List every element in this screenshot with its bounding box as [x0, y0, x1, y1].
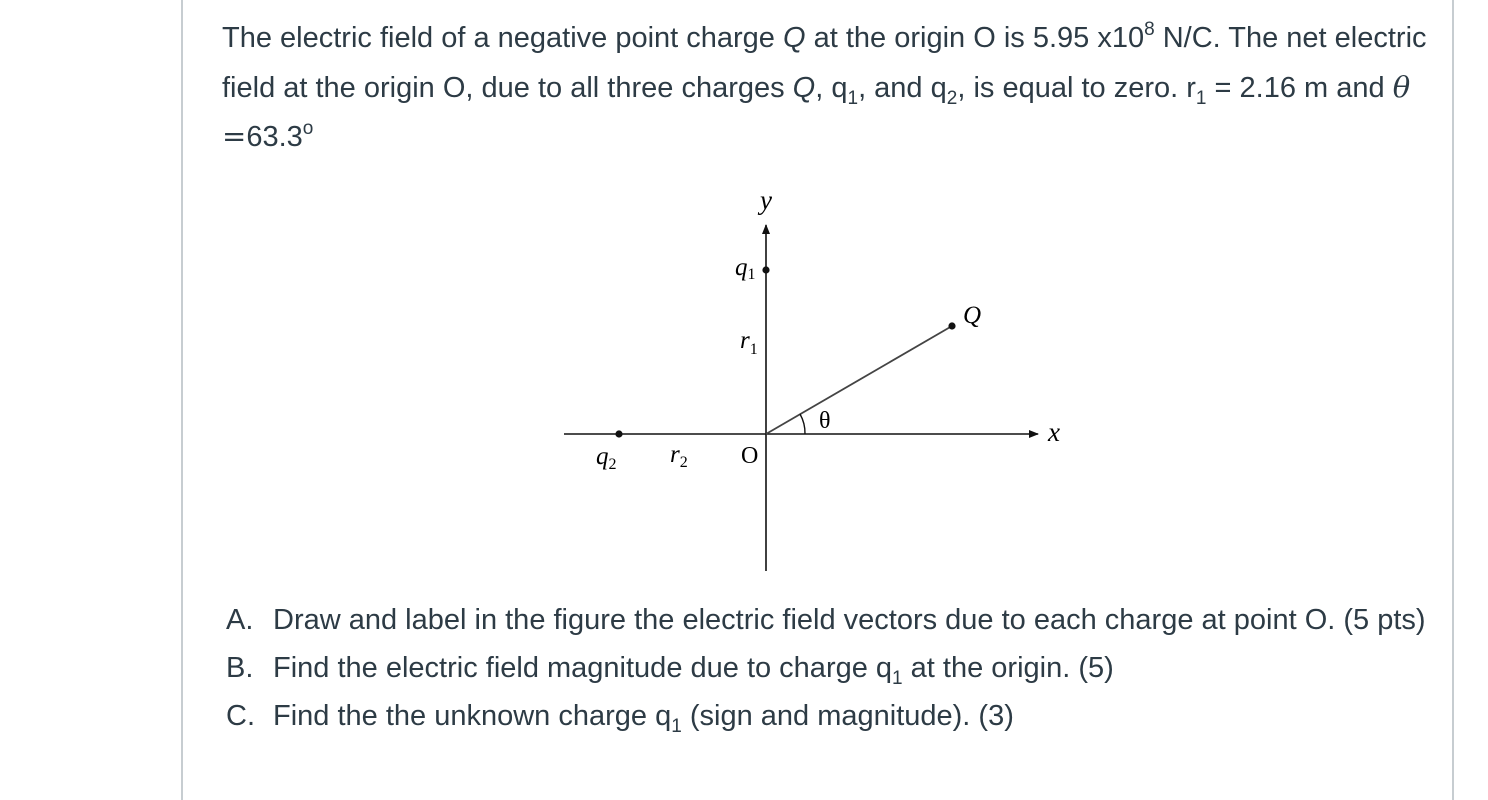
question-letter: C. — [226, 700, 255, 732]
question-letter: A. — [226, 604, 254, 636]
problem-text-7: = 2.16 m and — [1206, 71, 1393, 104]
q1-subscript: 1 — [847, 87, 859, 109]
content-border-left — [181, 0, 183, 800]
field-exponent: 8 — [1144, 19, 1155, 40]
q2-label: $q_2$ — [596, 443, 617, 473]
degree-symbol: o — [302, 118, 314, 139]
charge-Q-symbol: Q — [783, 22, 806, 54]
line-to-Q — [766, 326, 952, 434]
charge-q2-dot — [615, 430, 622, 437]
charge-diagram — [560, 183, 1080, 578]
theta-label: θ — [819, 408, 831, 434]
problem-statement — [222, 14, 1432, 162]
r2-label: $r_2$ — [670, 441, 688, 471]
question-item-c — [222, 692, 1432, 740]
question-body — [222, 14, 1432, 162]
theta-symbol: θ — [1392, 69, 1411, 104]
charge-Q-dot — [948, 322, 955, 329]
problem-text-5: , and q — [858, 71, 947, 104]
y-axis-label: y — [760, 185, 772, 215]
problem-text-3: N/C. The net electric field at the origin O, due to all three charges — [222, 22, 1427, 104]
r1-label: $r_1$ — [740, 327, 758, 358]
charge-q1-dot — [762, 266, 769, 273]
question-item-a — [222, 596, 1432, 644]
origin-label: O — [741, 443, 759, 469]
charge-Q-symbol-2: Q — [792, 71, 816, 104]
x-axis-label: x — [1048, 417, 1060, 447]
r1-subscript: 1 — [1195, 87, 1207, 109]
equals-symbol: = — [222, 119, 247, 153]
problem-text-4: , q — [815, 71, 848, 104]
question-item-b — [222, 644, 1432, 692]
theta-arc — [800, 414, 805, 434]
problem-text-1: The electric field of a negative point charge — [222, 22, 783, 54]
Q-label: Q — [963, 302, 982, 329]
q2-subscript: 2 — [946, 87, 958, 109]
question-letter: B. — [226, 652, 254, 684]
question-text: Find the the unknown charge $q_1$ (sign and magnitude). (3) — [273, 700, 1014, 737]
angle-value: 63.3 — [246, 121, 303, 153]
question-text: Draw and label in the figure the electric field vectors due to each charge at point O. (5 pts) — [273, 604, 1426, 636]
question-list — [222, 596, 1432, 740]
charge-diagram-svg — [560, 183, 1080, 578]
q1-label: q1 — [735, 254, 756, 283]
question-text: Find the electric field magnitude due to charge $q_1$ at the origin. (5) — [273, 652, 1114, 689]
content-border-right — [1452, 0, 1454, 800]
problem-text-2: at the origin O is 5.95 x10 — [805, 22, 1145, 54]
problem-text-6: , is equal to zero. r — [957, 71, 1196, 104]
